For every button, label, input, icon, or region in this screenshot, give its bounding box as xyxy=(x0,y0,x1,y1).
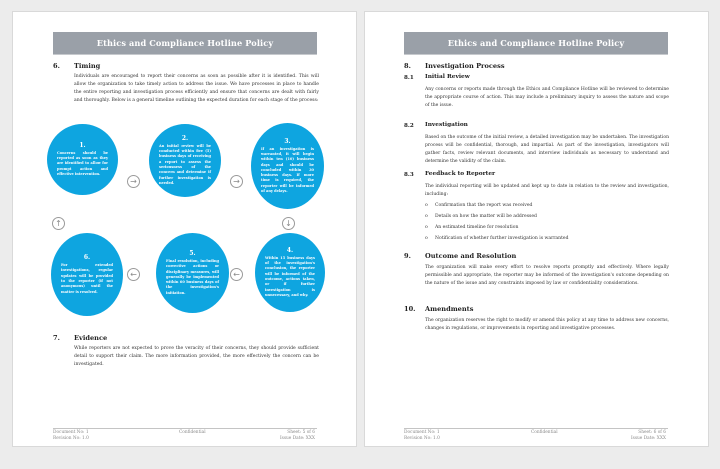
section-8-number: 8. xyxy=(404,62,411,70)
document-page-5 xyxy=(12,11,357,447)
footer-confidential: Confidential xyxy=(531,430,558,435)
bullet-marker: o xyxy=(425,236,428,241)
process-step-6 xyxy=(51,233,123,316)
arrow-left-icon: ← xyxy=(230,268,243,281)
process-step-text: Final resolution, including corrective actions or disciplinary measures, will generally be implemented within 60 business days of the investigation's initiation. xyxy=(166,258,219,295)
footer-revision-no: Revision No: 1.0 xyxy=(404,436,440,441)
section-6-number: 6. xyxy=(53,62,60,70)
bullet-item xyxy=(425,236,569,241)
section-9-number: 9. xyxy=(404,252,411,260)
footer-issue-date: Issue Date: XXX xyxy=(279,436,315,441)
process-step-text: For extended investigations, regular updates will be provided to the reporter (if not anonymous) until the matter is resolved. xyxy=(61,263,113,294)
footer-issue-date: Issue Date: XXX xyxy=(630,436,666,441)
subsection-8-3-number: 8.3 xyxy=(404,172,414,178)
subsection-8-2-number: 8.2 xyxy=(404,123,414,129)
footer-confidential: Confidential xyxy=(179,430,206,435)
process-step-number: 1. xyxy=(79,141,86,149)
process-step-5 xyxy=(156,233,229,313)
page-header-bar: Ethics and Compliance Hotline Policy xyxy=(53,32,317,55)
subsection-8-3-paragraph: The individual reporting will be updated and kept up to date in relation to the review and investigation, including: xyxy=(425,184,669,197)
footer-revision-no: Revision No: 1.0 xyxy=(53,436,89,441)
bullet-marker: o xyxy=(425,225,428,230)
section-6-title: Timing xyxy=(74,62,101,70)
arrow-down-icon: ↓ xyxy=(282,217,295,230)
section-10-title: Amendments xyxy=(425,305,474,313)
bullet-text: An estimated timeline for resolution xyxy=(435,225,519,230)
process-step-number: 4. xyxy=(286,246,294,254)
bullet-item xyxy=(425,225,518,230)
process-step-2 xyxy=(149,124,221,197)
section-9-title: Outcome and Resolution xyxy=(425,252,517,260)
process-step-number: 3. xyxy=(284,137,291,145)
process-step-number: 6. xyxy=(83,254,91,262)
footer-divider xyxy=(404,428,668,429)
bullet-item xyxy=(425,203,532,208)
page-header-bar: Ethics and Compliance Hotline Policy xyxy=(404,32,668,55)
process-step-text: An initial review will be conducted within five (5) business days of receiving a report to assess the seriousness of the concern and determine if further investigation is needed. xyxy=(159,143,211,185)
footer-divider xyxy=(53,428,317,429)
section-10-number: 10. xyxy=(404,305,416,313)
process-step-1 xyxy=(47,124,118,195)
section-7-title: Evidence xyxy=(74,334,108,342)
document-page-6 xyxy=(364,11,709,447)
arrow-up-icon: ↑ xyxy=(52,217,65,230)
arrow-right-icon: → xyxy=(230,175,243,188)
bullet-text: Confirmation that the report was received xyxy=(435,203,533,208)
arrow-left-icon: ← xyxy=(127,268,140,281)
process-step-number: 5. xyxy=(189,249,196,257)
bullet-marker: o xyxy=(425,214,428,219)
section-9-paragraph: The organization will make every effort to resolve reports promptly and effectively. Where legally permissible and appropriate, the reporter may be informed of the investigation's outcome depending on the nature of the issue and any constraints imposed by law or confidentiality considerations. xyxy=(425,265,669,286)
subsection-8-1-number: 8.1 xyxy=(404,75,414,81)
section-6-paragraph: Individuals are encouraged to report their concerns as soon as possible after it is identified. This will allow the organization to take timely action to address the issue. We have processes in place to handle the entire reporting and investigation process efficiently and ensure that concerns are dealt with fairly and thoroughly. Below is a general timeline outlining the expected duration for each stage of the process: xyxy=(74,74,319,103)
section-8-title: Investigation Process xyxy=(425,62,505,70)
subsection-8-2-paragraph: Based on the outcome of the initial review, a detailed investigation may be undertaken. The investigation process will be confidential, thorough, and impartial. As part of the investigation, investigators will gather facts, review relevant documents, and interview individuals as necessary to understand and determine the validity of the claim. xyxy=(425,135,669,164)
section-7-number: 7. xyxy=(53,334,60,342)
bullet-item xyxy=(425,214,537,219)
footer-document-no: Document No: 1 xyxy=(404,430,440,435)
process-step-3 xyxy=(251,123,324,209)
process-step-text: Concerns should be reported as soon as they are identified to allow for prompt action and effective intervention. xyxy=(57,150,108,176)
bullet-text: Details on how the matter will be addressed xyxy=(435,214,537,219)
process-step-4 xyxy=(255,233,325,312)
section-7-paragraph: While reporters are not expected to prove the veracity of their concerns, they should provide sufficient detail to support their claim. The more information provided, the more effectively the concern can be investigated. xyxy=(74,346,319,367)
process-step-text: Within 15 business days of the investigation's conclusion, the reporter will be informed of the outcome, actions taken, or if further investigation is unnecessary, and why. xyxy=(265,255,315,297)
subsection-8-2-title: Investigation xyxy=(425,122,468,128)
subsection-8-1-paragraph: Any concerns or reports made through the Ethics and Compliance Hotline will be reviewed to determine the appropriate course of action. This may include a preliminary inquiry to assess the nature and scope of the issue. xyxy=(425,87,669,108)
footer-document-no: Document No: 1 xyxy=(53,430,89,435)
bullet-text: Notification of whether further investigation is warranted xyxy=(435,236,569,241)
arrow-right-icon: → xyxy=(127,175,140,188)
bullet-marker: o xyxy=(425,203,428,208)
process-step-text: If an investigation is warranted, it will begin within ten (10) business days and should be concluded within 30 business days. If more time is required, the reporter will be informed of any delays. xyxy=(261,146,314,194)
footer-sheet: Sheet: 6 of 6 xyxy=(638,430,666,435)
section-10-paragraph: The organization reserves the right to modify or amend this policy at any time to address new concerns, changes in regulations, or improvements in reporting and investigative processes. xyxy=(425,318,669,331)
process-step-number: 2. xyxy=(181,134,189,142)
subsection-8-3-title: Feedback to Reporter xyxy=(425,171,496,177)
subsection-8-1-title: Initial Review xyxy=(425,74,470,80)
footer-sheet: Sheet: 5 of 6 xyxy=(287,430,315,435)
